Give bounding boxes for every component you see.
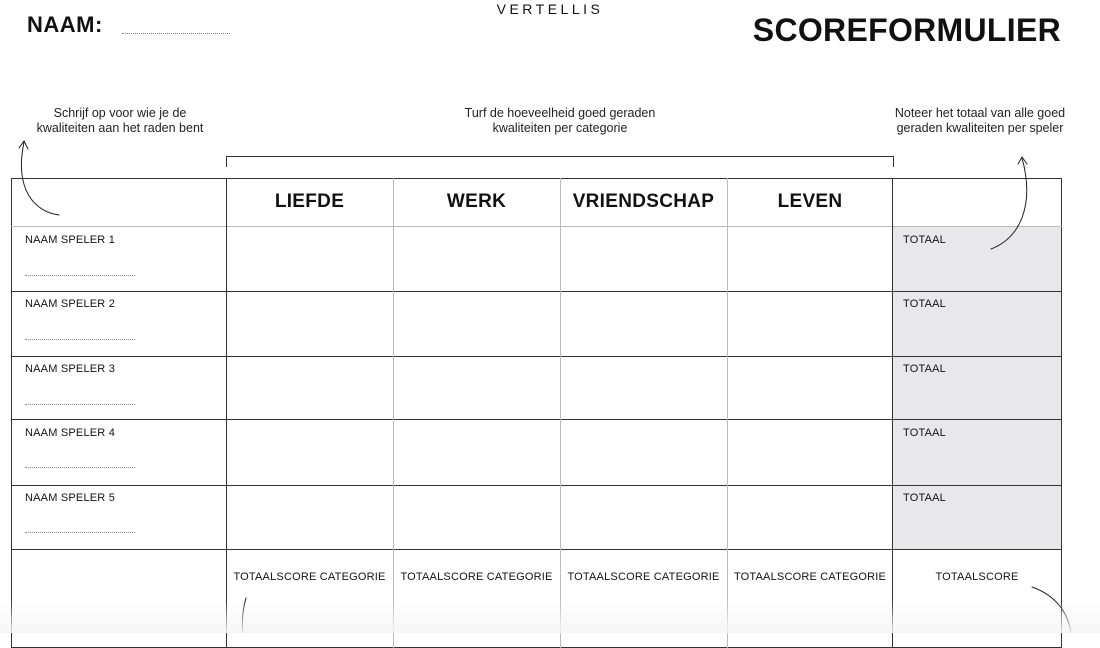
brand-logo-text: VERTELLIS bbox=[496, 1, 604, 17]
arrow-left-icon bbox=[21, 142, 59, 215]
arrow-right-icon bbox=[991, 158, 1027, 249]
player-label-3: NAAM SPELER 3 bbox=[25, 363, 116, 375]
form-title: SCOREFORMULIER bbox=[752, 12, 1061, 48]
grand-total-label: TOTAALSCORE bbox=[935, 571, 1019, 583]
instruction-right-line-1: Noteer het totaal van alle goed bbox=[894, 106, 1066, 120]
total-label-3: TOTAAL bbox=[903, 363, 946, 375]
player-label-2: NAAM SPELER 2 bbox=[25, 298, 116, 310]
instruction-left-line-2: kwaliteiten aan het raden bent bbox=[36, 121, 204, 135]
instruction-right-line-2: geraden kwaliteiten per speler bbox=[896, 121, 1064, 135]
player-label-1: NAAM SPELER 1 bbox=[25, 234, 116, 246]
instruction-left-line-1: Schrijf op voor wie je de bbox=[53, 106, 187, 120]
arrow-bottom-left-icon bbox=[242, 598, 246, 633]
category-total-label-liefde: TOTAALSCORE CATEGORIE bbox=[233, 571, 386, 583]
instruction-middle-line-2: kwaliteiten per categorie bbox=[492, 121, 628, 135]
category-header-liefde: LIEFDE bbox=[274, 191, 345, 212]
total-label-2: TOTAAL bbox=[903, 298, 946, 310]
player-label-4: NAAM SPELER 4 bbox=[25, 427, 116, 439]
category-total-label-leven: TOTAALSCORE CATEGORIE bbox=[733, 571, 887, 583]
total-label-4: TOTAAL bbox=[903, 427, 946, 439]
category-total-label-werk: TOTAALSCORE CATEGORIE bbox=[400, 571, 553, 583]
category-header-leven: LEVEN bbox=[777, 191, 843, 212]
total-label-5: TOTAAL bbox=[903, 492, 946, 504]
naam-label: NAAM: bbox=[27, 12, 103, 37]
instruction-middle-line-1: Turf de hoeveelheid goed geraden bbox=[464, 106, 656, 120]
arrow-bottom-right-icon bbox=[1032, 587, 1071, 633]
category-header-vriendschap: VRIENDSCHAP bbox=[572, 191, 715, 212]
category-total-label-vriendschap: TOTAALSCORE CATEGORIE bbox=[567, 571, 720, 583]
player-label-5: NAAM SPELER 5 bbox=[25, 492, 116, 504]
category-header-werk: WERK bbox=[446, 191, 507, 212]
total-label-1: TOTAAL bbox=[903, 234, 946, 246]
